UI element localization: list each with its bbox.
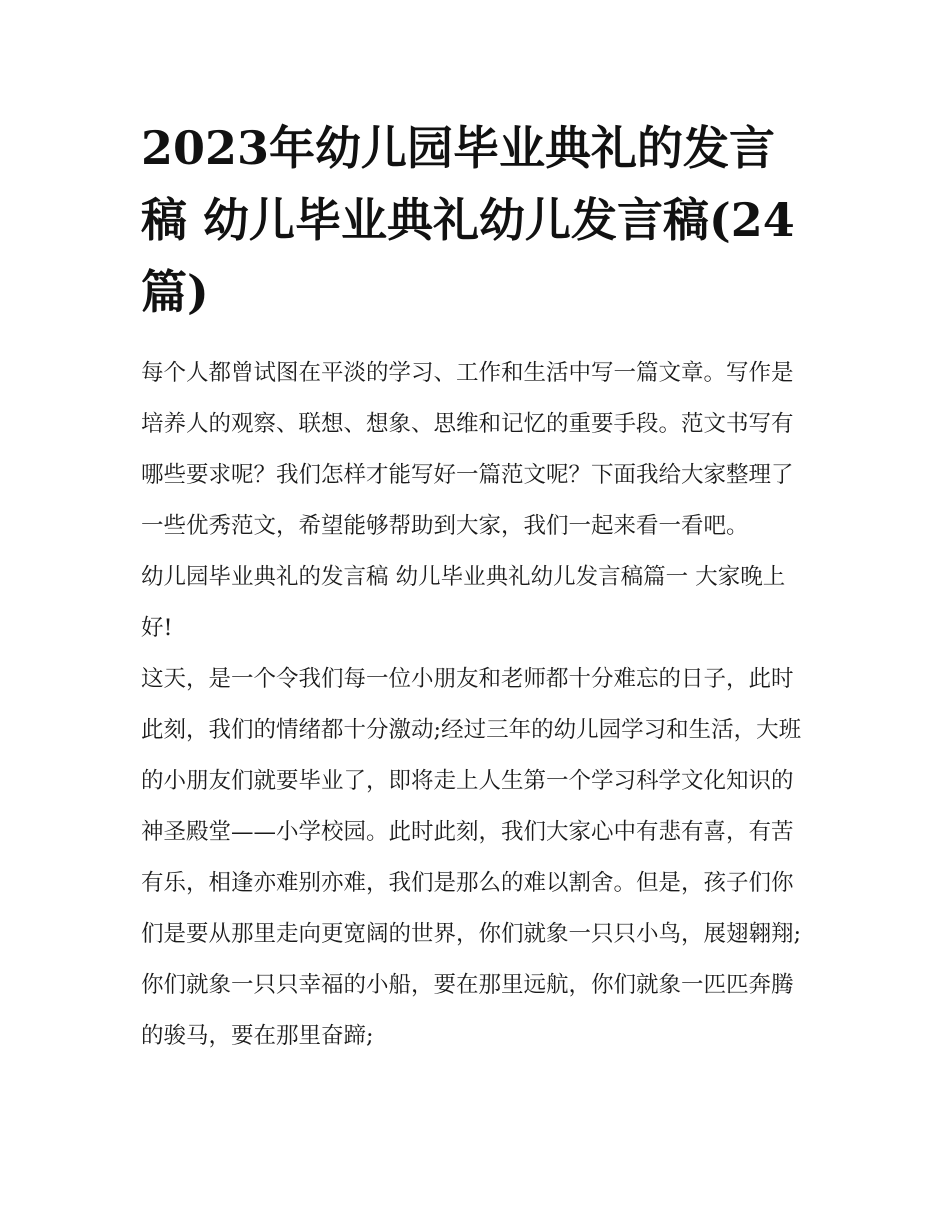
speech-paragraph: 这天，是一个令我们每一位小朋友和老师都十分难忘的日子，此时此刻，我们的情绪都十分激动;经过三年的幼儿园学习和生活，大班的小朋友们就要毕业了，即将走上人生第一个学习科学文化知识的神圣殿堂——小学校园。此时此刻，我们大家心中有悲有喜，有苦有乐，相逢亦难别亦难，我们是那么的难以割舍。但是，孩子们你们是要从那里走向更宽阔的世界，你们就象一只只小鸟，展翅翱翔;你们就象一只只幸福的小船，要在那里远航，你们就象一匹匹奔腾的骏马，要在那里奋蹄; <box>141 666 802 1049</box>
document-page <box>141 112 813 1062</box>
section-heading-paragraph: 幼儿园毕业典礼的发言稿 幼儿毕业典礼幼儿发言稿篇一 大家晚上好! <box>141 564 786 641</box>
document-title: 2023年幼儿园毕业典礼的发言稿 幼儿毕业典礼幼儿发言稿(24篇) <box>141 121 795 319</box>
intro-paragraph: 每个人都曾试图在平淡的学习、工作和生活中写一篇文章。写作是培养人的观察、联想、想象、思维和记忆的重要手段。范文书写有哪些要求呢？我们怎样才能写好一篇范文呢？下面我给大家整理了一些优秀范文，希望能够帮助到大家，我们一起来看一看吧。 <box>141 360 794 539</box>
document-body <box>141 348 813 1062</box>
